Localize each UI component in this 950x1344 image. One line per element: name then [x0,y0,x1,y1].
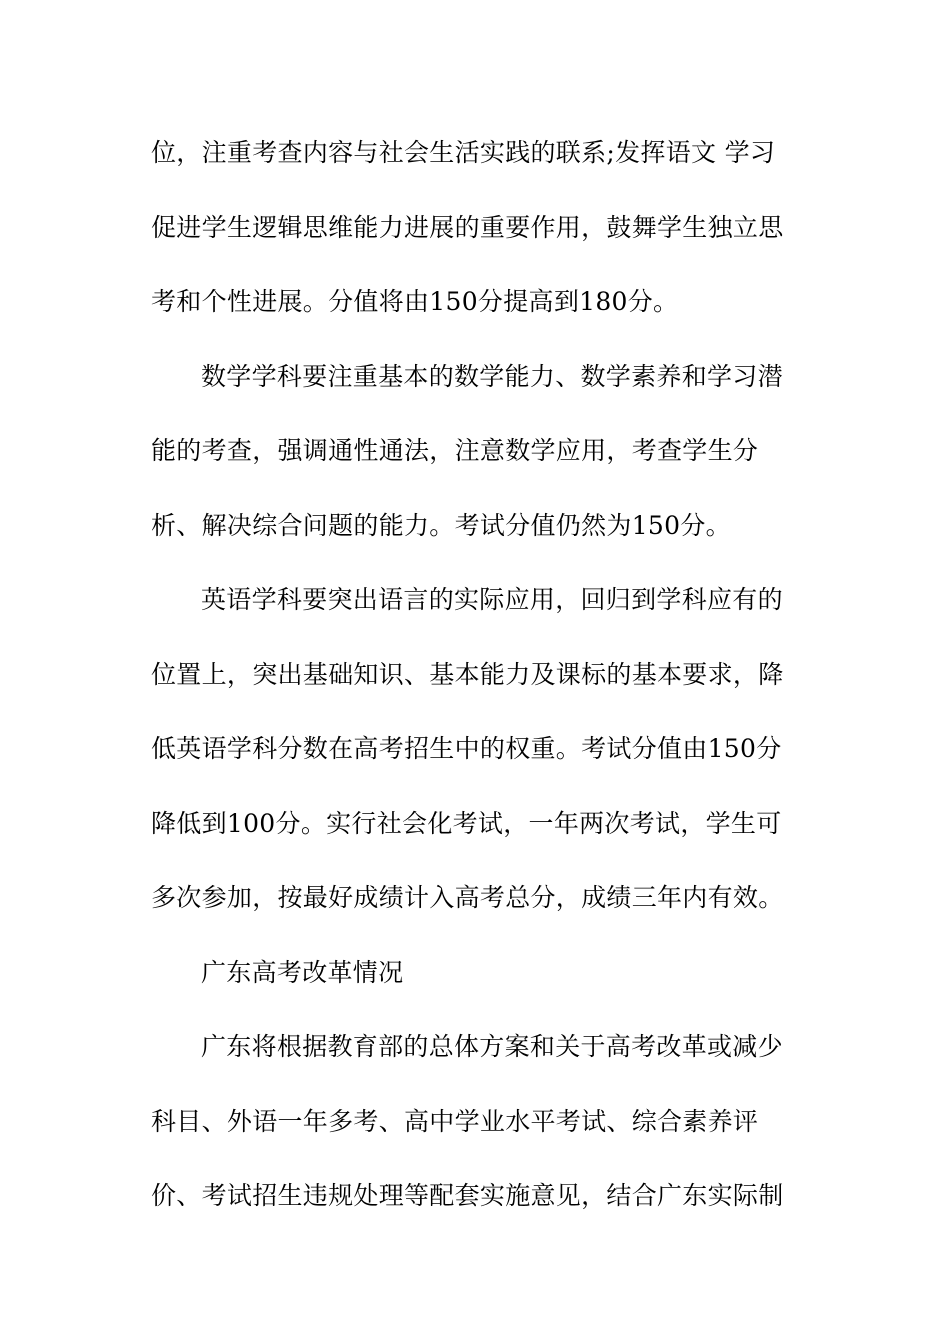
text-line-5: 能的考查，强调通性通法，注意数学应用，考查学生分 [151,436,759,465]
text-line-14: 科目、外语一年多考、高中学业水平考试、综合素养评 [151,1106,759,1136]
section-heading-guangdong: 广东高考改革情况 [201,957,404,987]
text-line-6: 析、解决综合问题的能力。考试分值仍然为150分。 [151,510,731,540]
paragraph-guangdong-start: 广东将根据教育部的总体方案和关于高考改革或减少 [201,1032,783,1061]
text-line-8: 位置上，突出基础知识、基本能力及课标的基本要求，降 [151,659,784,689]
paragraph-math-start: 数学学科要注重基本的数学能力、数学素养和学习潜 [201,361,783,391]
text-line-11: 多次参加，按最好成绩计入高考总分，成绩三年内有效。 [151,883,784,912]
text-line-10: 降低到100分。实行社会化考试，一年两次考试，学生可 [151,808,782,838]
text-line-15: 价、考试招生违规处理等配套实施意见，结合广东实际制 [151,1181,784,1210]
paragraph-english-start: 英语学科要突出语言的实际应用，回归到学科应有的 [201,585,783,614]
text-line-9: 低英语学科分数在高考招生中的权重。考试分值由150分 [151,734,782,763]
document-body [151,128,801,1246]
text-line-3: 考和个性进展。分值将由150分提高到180分。 [151,287,679,316]
text-line-1: 位，注重考查内容与社会生活实践的联系;发挥语文 学习 [151,138,776,167]
text-line-2: 促进学生逻辑思维能力进展的重要作用，鼓舞学生独立思 [151,212,784,242]
